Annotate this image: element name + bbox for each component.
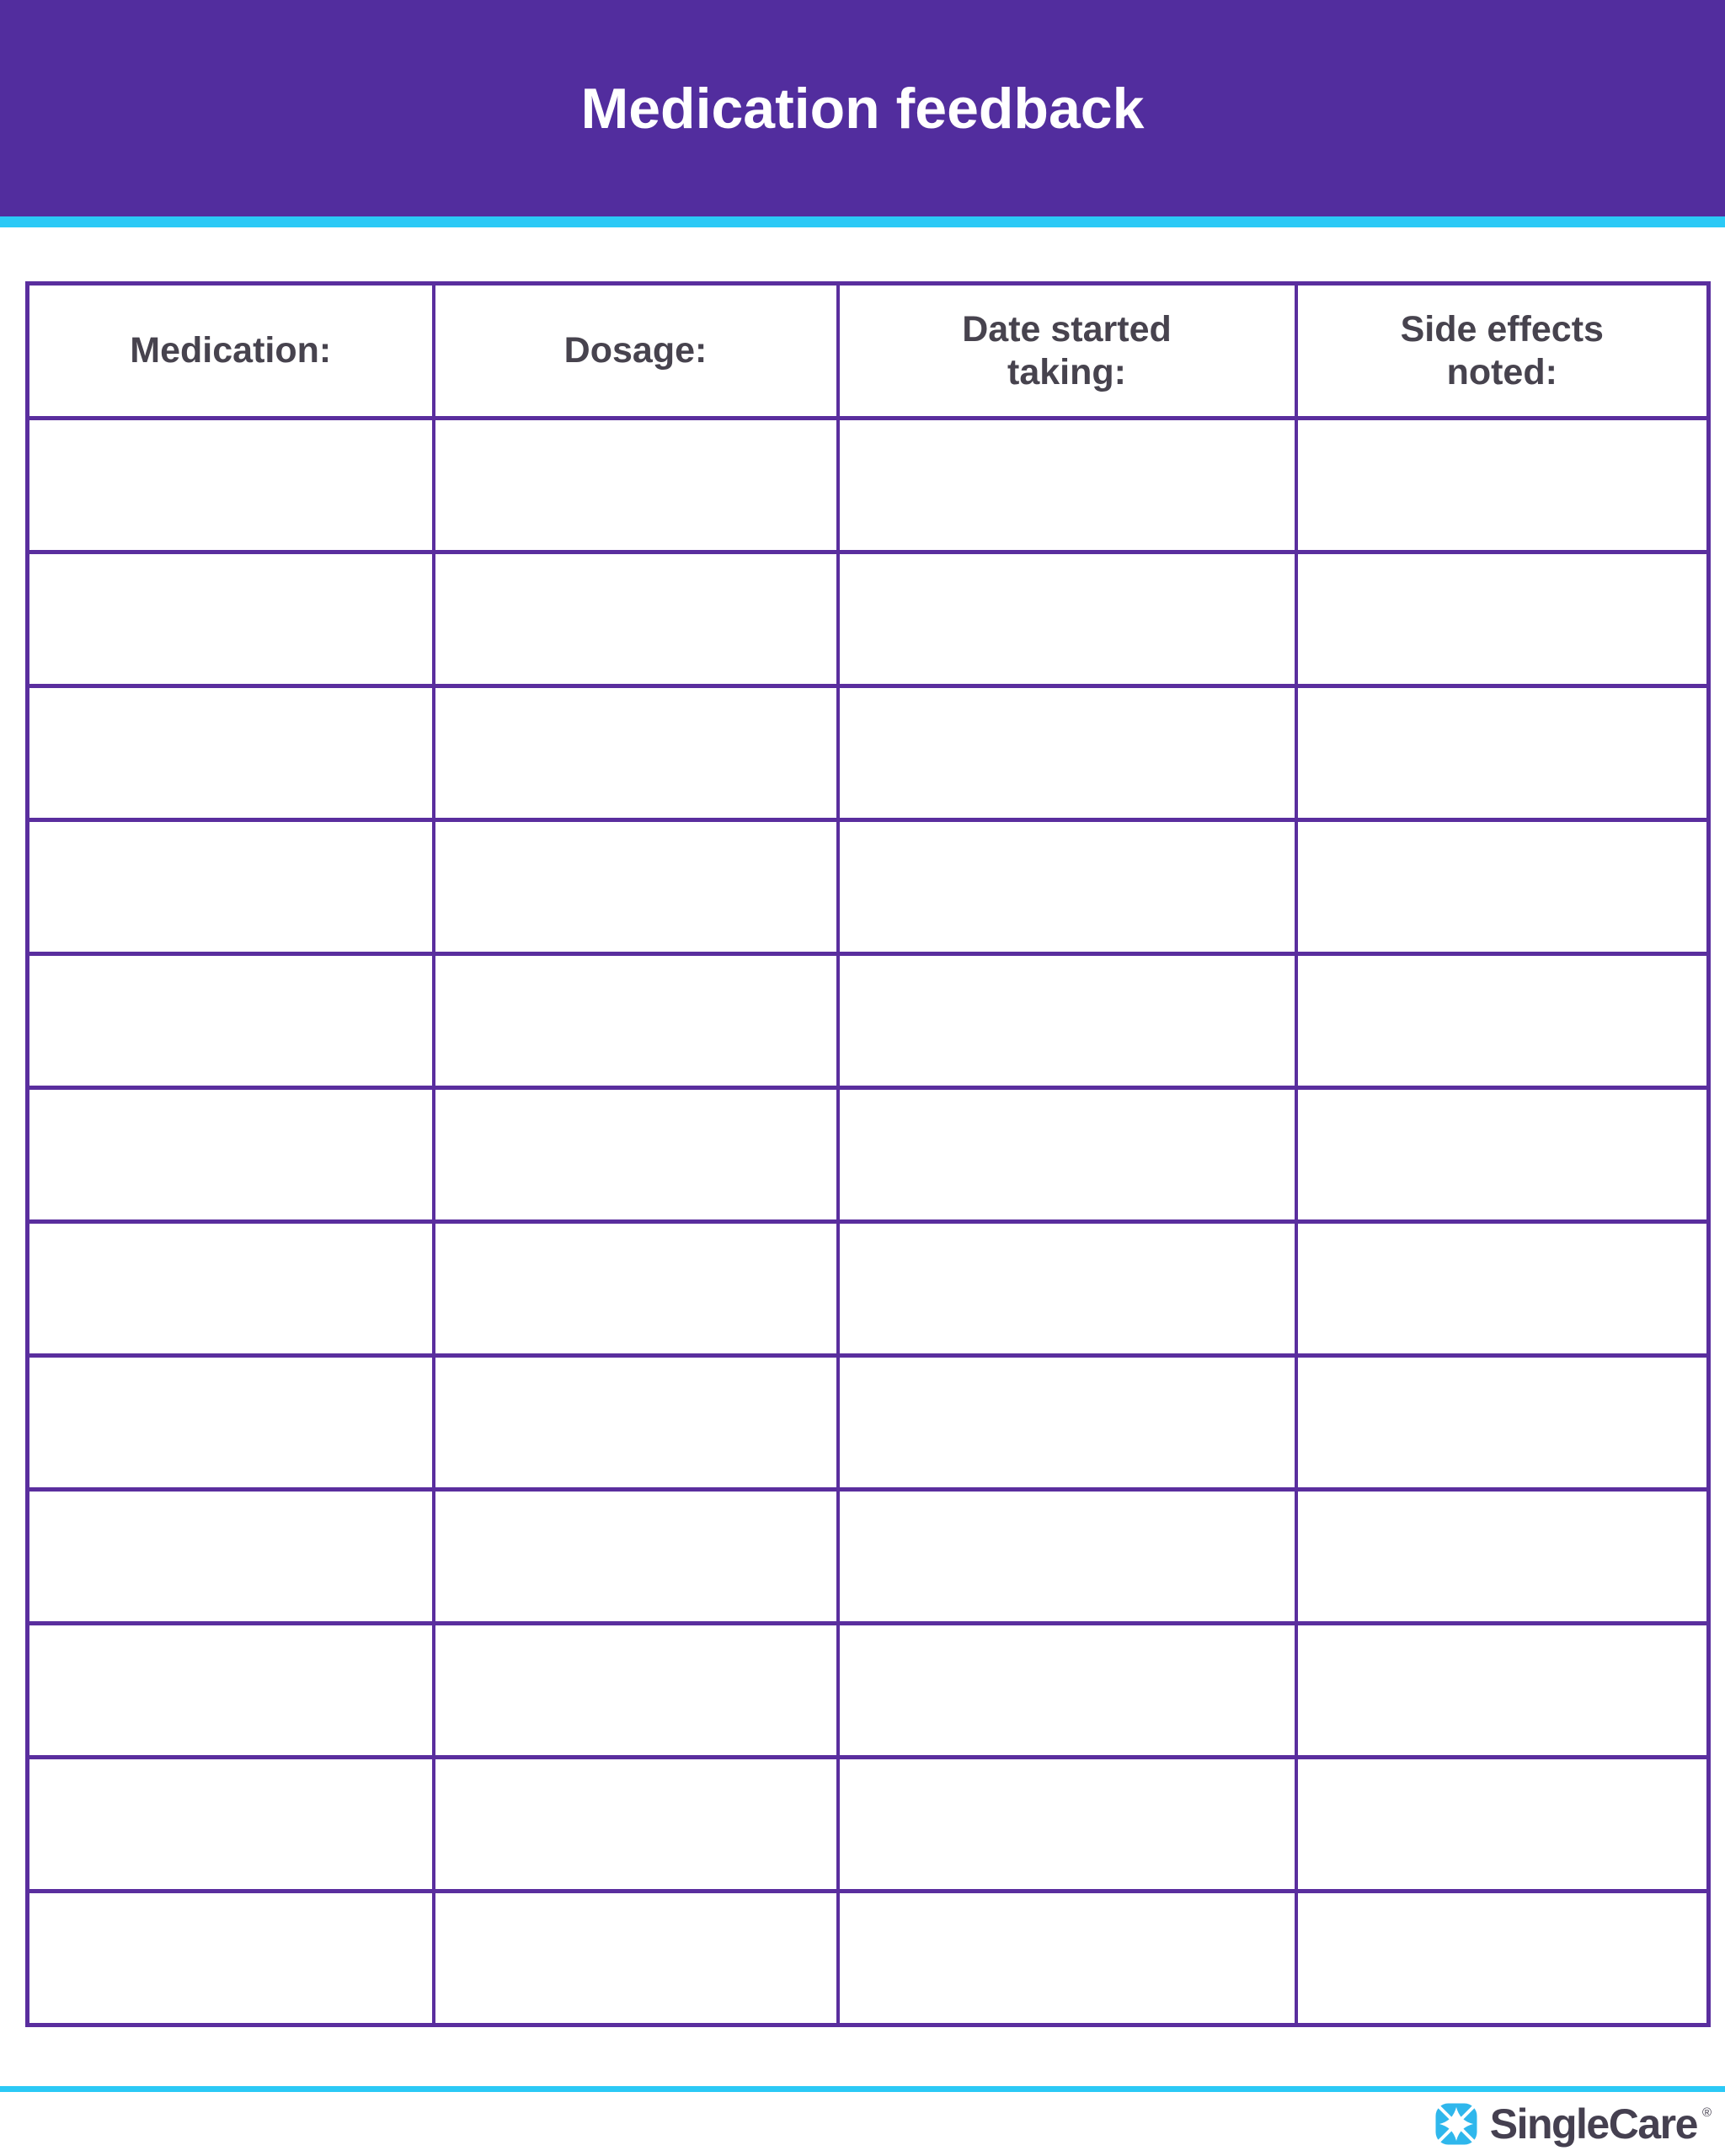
empty-cell (434, 820, 838, 954)
empty-cell (1296, 1356, 1709, 1490)
brand-name: SingleCare (1489, 2100, 1697, 2148)
empty-cell (1296, 820, 1709, 954)
empty-cell (1296, 686, 1709, 820)
page-footer (0, 2086, 1725, 2148)
empty-cell (434, 1222, 838, 1356)
column-header-side-effects-label: Side effects noted: (1400, 308, 1604, 392)
table-body (28, 419, 1709, 2025)
empty-cell (28, 419, 434, 552)
registered-trademark-icon: ® (1701, 2105, 1712, 2120)
empty-cell (838, 954, 1296, 1088)
table-header-row (28, 284, 1709, 419)
table-row (28, 419, 1709, 552)
empty-cell (838, 1892, 1296, 2025)
column-header-medication-label: Medication: (130, 330, 332, 371)
empty-cell (434, 1624, 838, 1758)
table-head (28, 284, 1709, 419)
banner-accent-stripe (0, 216, 1725, 227)
singlecare-logo-icon (1433, 2100, 1480, 2148)
empty-cell (1296, 1758, 1709, 1892)
empty-cell (28, 686, 434, 820)
empty-cell (28, 1758, 434, 1892)
empty-cell (1296, 1624, 1709, 1758)
empty-cell (434, 1356, 838, 1490)
page-title: Medication feedback (580, 76, 1145, 141)
table-row (28, 1624, 1709, 1758)
empty-cell (434, 686, 838, 820)
empty-cell (1296, 1088, 1709, 1222)
empty-cell (838, 1222, 1296, 1356)
empty-cell (1296, 1892, 1709, 2025)
empty-cell (838, 1624, 1296, 1758)
empty-cell (28, 1490, 434, 1624)
empty-cell (1296, 419, 1709, 552)
empty-cell (838, 1088, 1296, 1222)
empty-cell (1296, 1490, 1709, 1624)
empty-cell (28, 954, 434, 1088)
table-row (28, 820, 1709, 954)
title-banner (0, 0, 1725, 216)
empty-cell (434, 552, 838, 686)
empty-cell (28, 1624, 434, 1758)
table-row (28, 1222, 1709, 1356)
empty-cell (838, 1758, 1296, 1892)
empty-cell (838, 552, 1296, 686)
column-header-date-started-label: Date started taking: (962, 308, 1172, 392)
empty-cell (28, 820, 434, 954)
table-row (28, 1356, 1709, 1490)
table-row (28, 1758, 1709, 1892)
empty-cell (28, 1222, 434, 1356)
empty-cell (434, 1490, 838, 1624)
table-row (28, 1088, 1709, 1222)
brand-logo (0, 2100, 1725, 2148)
empty-cell (838, 1490, 1296, 1624)
empty-cell (434, 1758, 838, 1892)
empty-cell (434, 1892, 838, 2025)
footer-accent-line (0, 2086, 1725, 2092)
empty-cell (28, 1892, 434, 2025)
form-body (0, 227, 1725, 2027)
column-header-medication (28, 284, 434, 419)
empty-cell (28, 1356, 434, 1490)
empty-cell (838, 419, 1296, 552)
column-header-dosage-label: Dosage: (563, 330, 708, 371)
medication-feedback-table (25, 281, 1711, 2027)
empty-cell (838, 686, 1296, 820)
empty-cell (28, 552, 434, 686)
column-header-dosage (434, 284, 838, 419)
table-row (28, 1490, 1709, 1624)
column-header-side-effects (1296, 284, 1709, 419)
table-row (28, 954, 1709, 1088)
empty-cell (1296, 552, 1709, 686)
empty-cell (28, 1088, 434, 1222)
empty-cell (1296, 954, 1709, 1088)
table-row (28, 1892, 1709, 2025)
column-header-date-started (838, 284, 1296, 419)
empty-cell (434, 419, 838, 552)
table-row (28, 686, 1709, 820)
table-row (28, 552, 1709, 686)
empty-cell (434, 954, 838, 1088)
empty-cell (838, 820, 1296, 954)
empty-cell (434, 1088, 838, 1222)
empty-cell (1296, 1222, 1709, 1356)
empty-cell (838, 1356, 1296, 1490)
